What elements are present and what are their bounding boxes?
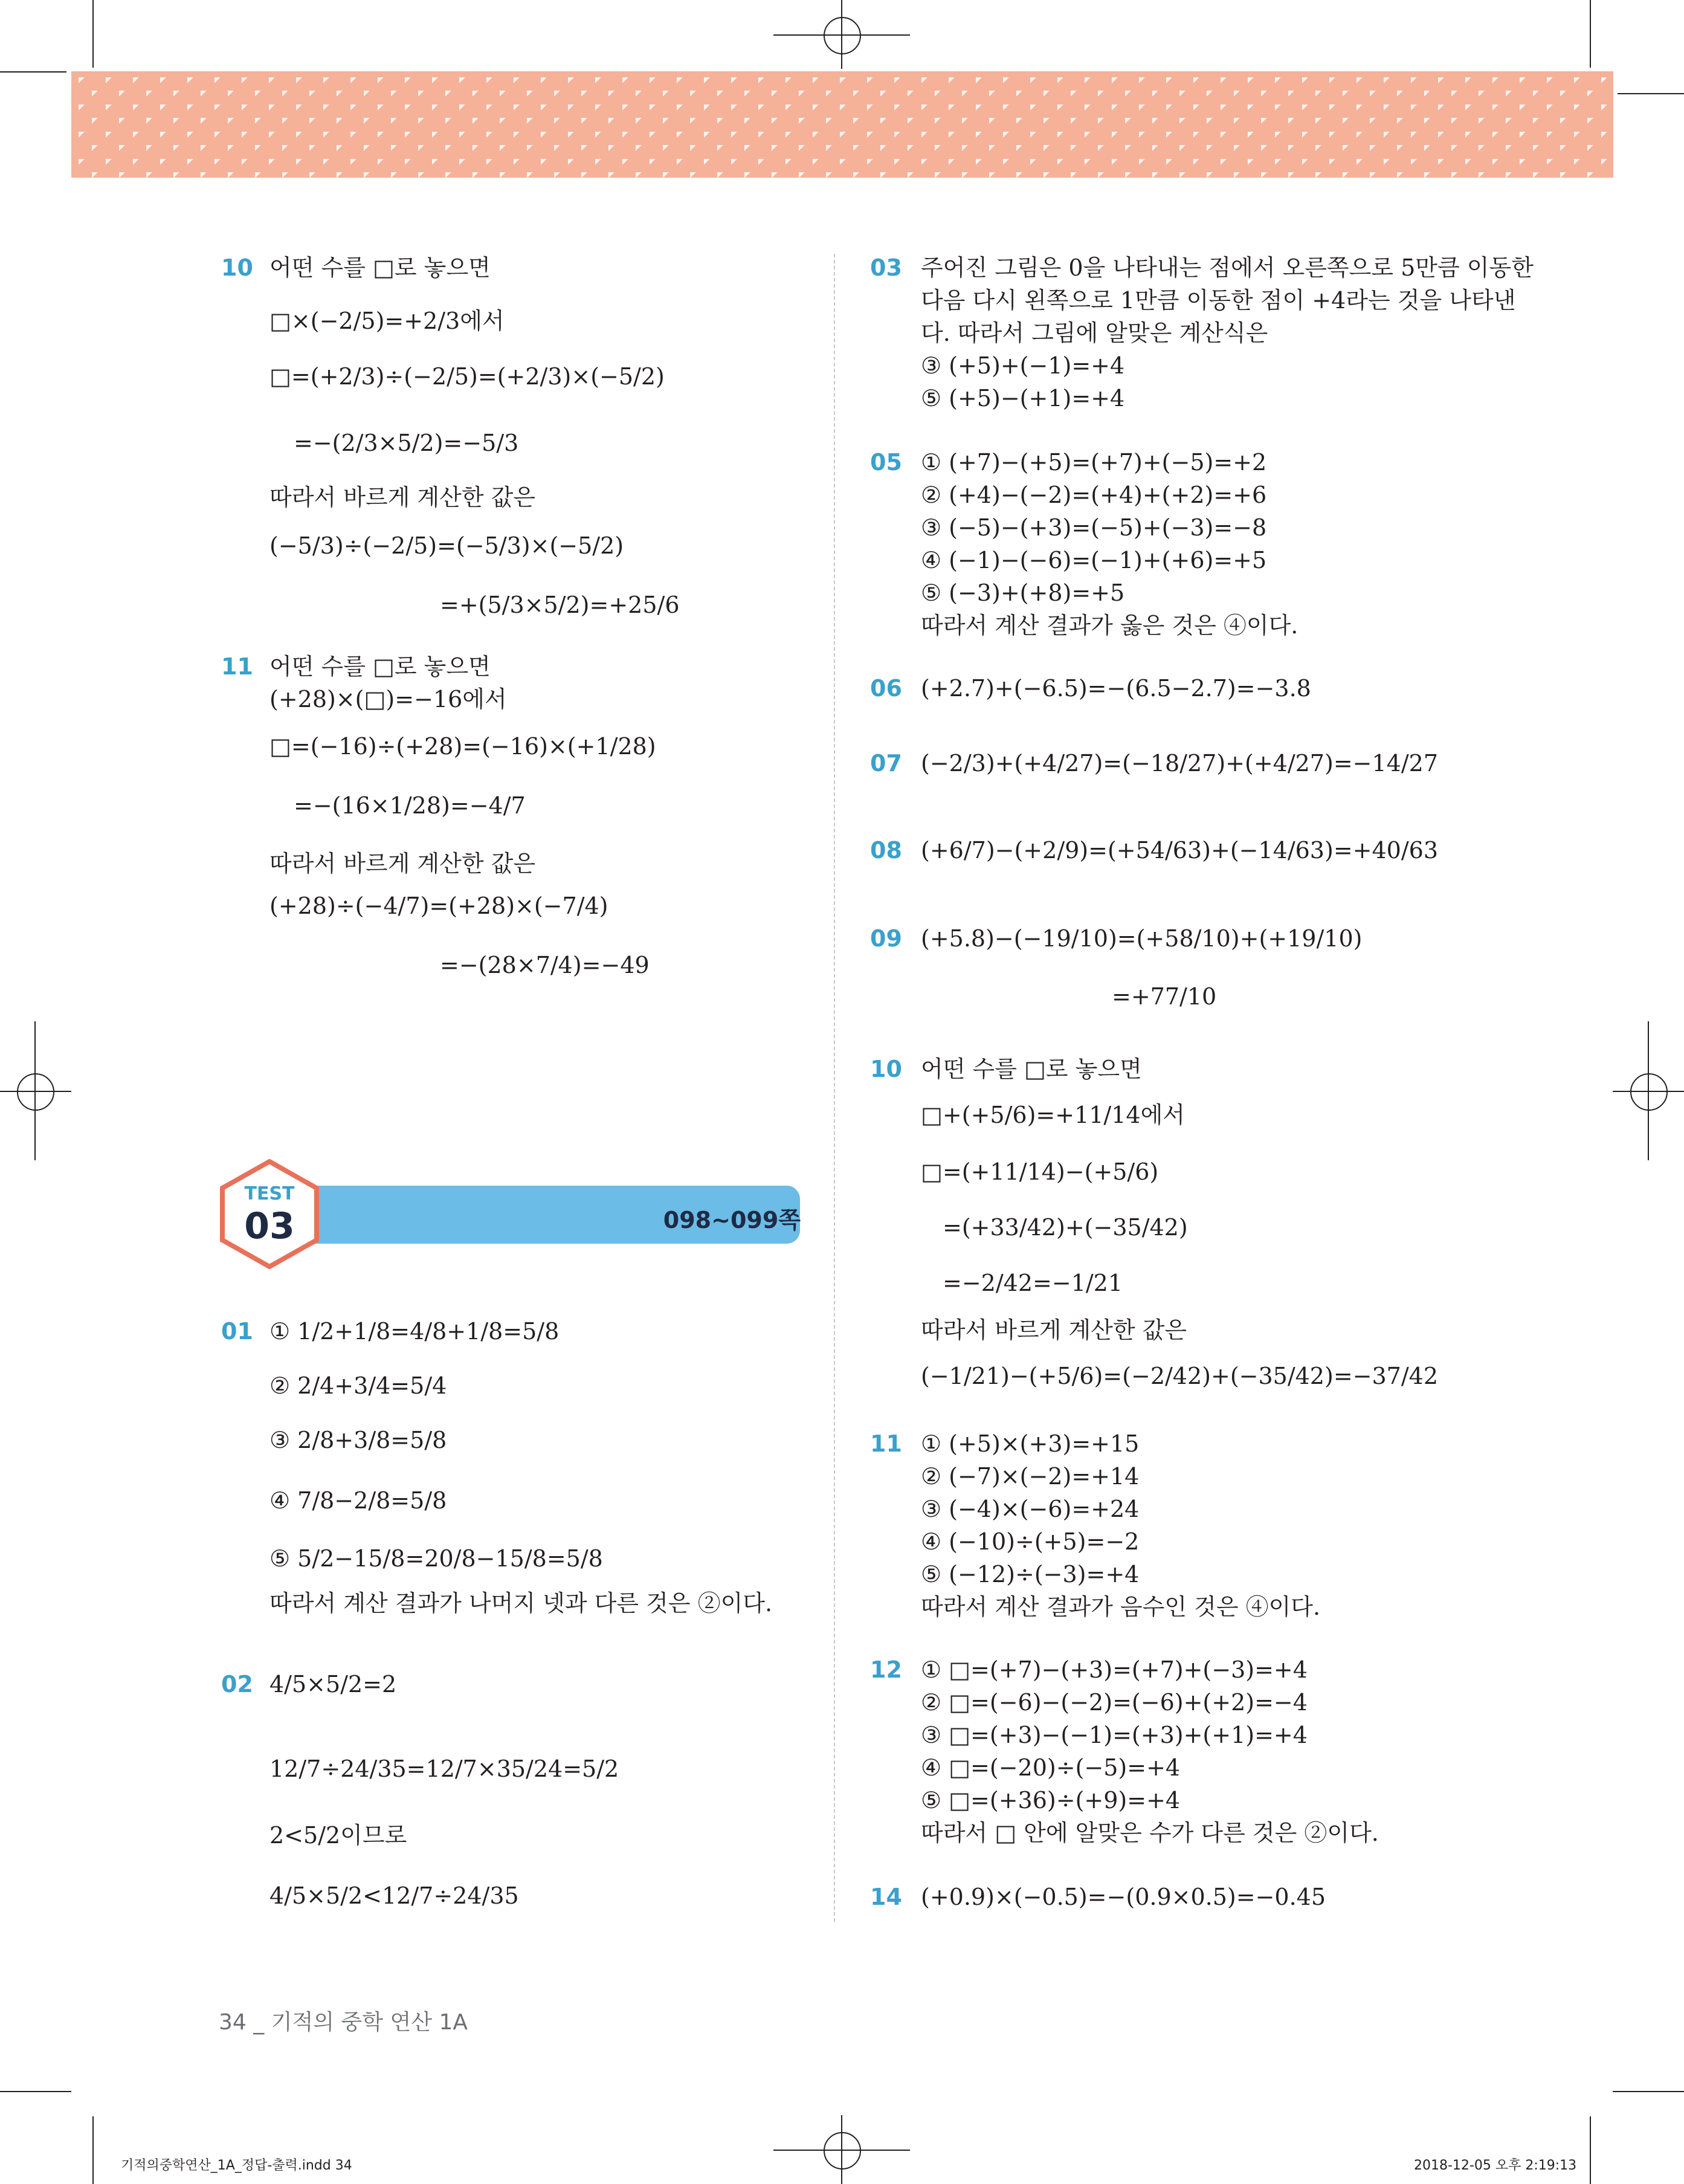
solution-line: 4/5×5/2<12/7÷24/35 <box>269 1882 519 1909</box>
registration-mark-icon <box>17 1073 54 1111</box>
crop-mark <box>1590 0 1591 68</box>
solution-line: 따라서 바르게 계산한 값은 <box>269 484 536 511</box>
question-number: 10 <box>870 1056 902 1082</box>
solution-line: (+2.7)+(−6.5)=−(6.5−2.7)=−3.8 <box>921 675 1311 702</box>
solution-line: □×(−2/5)=+2/3에서 <box>269 308 505 334</box>
solution-line: 따라서 계산 결과가 나머지 넷과 다른 것은 ②이다. <box>269 1590 773 1617</box>
solution-line: ⑤ □=(+36)÷(+9)=+4 <box>921 1787 1181 1814</box>
solution-line: □=(−16)÷(+28)=(−16)×(+1/28) <box>269 733 656 760</box>
solution-line: (+5.8)−(−19/10)=(+58/10)+(+19/10) <box>921 925 1363 952</box>
solution-line: (−5/3)÷(−2/5)=(−5/3)×(−5/2) <box>269 532 624 559</box>
page-footer: 34 _ 기적의 중학 연산 1A <box>219 2010 468 2035</box>
solution-line: □=(+2/3)÷(−2/5)=(+2/3)×(−5/2) <box>269 363 665 390</box>
solution-line: ① □=(+7)−(+3)=(+7)+(−3)=+4 <box>921 1656 1308 1683</box>
test-number: 03 <box>244 1205 295 1247</box>
question-number: 08 <box>870 837 902 864</box>
solution-line: (+28)÷(−4/7)=(+28)×(−7/4) <box>269 893 608 919</box>
solution-line: =−(2/3×5/2)=−5/3 <box>294 430 519 456</box>
question-number: 03 <box>870 254 902 281</box>
solution-line: ④ (−10)÷(+5)=−2 <box>921 1528 1140 1555</box>
solution-line: =−2/42=−1/21 <box>943 1270 1123 1296</box>
question-number: 05 <box>870 449 902 476</box>
solution-line: ③ (−4)×(−6)=+24 <box>921 1496 1140 1522</box>
solution-line: □=(+11/14)−(+5/6) <box>921 1158 1159 1185</box>
solution-line: 다. 따라서 그림에 알맞은 계산식은 <box>921 320 1268 346</box>
solution-line: =−(28×7/4)=−49 <box>440 952 650 978</box>
solution-line: ⑤ (−3)+(+8)=+5 <box>921 580 1125 606</box>
solution-line: 어떤 수를 □로 놓으면 <box>269 653 491 680</box>
solution-line: ② (−7)×(−2)=+14 <box>921 1463 1140 1490</box>
solution-line: 4/5×5/2=2 <box>269 1671 397 1698</box>
solution-line: 따라서 바르게 계산한 값은 <box>921 1317 1187 1343</box>
question-number: 11 <box>221 653 253 680</box>
solution-line: ④ 7/8−2/8=5/8 <box>269 1487 447 1514</box>
solution-line: ③ (+5)+(−1)=+4 <box>921 352 1125 379</box>
column-divider <box>834 254 835 1922</box>
registration-mark-icon <box>824 17 861 54</box>
crop-mark <box>1618 93 1684 94</box>
question-number: 09 <box>870 925 902 952</box>
solution-line: ② 2/4+3/4=5/4 <box>269 1372 447 1399</box>
registration-mark-icon <box>1630 1073 1668 1111</box>
question-number: 02 <box>221 1671 253 1698</box>
solution-line: ③ (−5)−(+3)=(−5)+(−3)=−8 <box>921 514 1267 541</box>
solution-line: 따라서 □ 안에 알맞은 수가 다른 것은 ②이다. <box>921 1820 1379 1846</box>
solution-line: =(+33/42)+(−35/42) <box>943 1214 1188 1241</box>
solution-line: (−2/3)+(+4/27)=(−18/27)+(+4/27)=−14/27 <box>921 750 1439 777</box>
solution-line: ⑤ 5/2−15/8=20/8−15/8=5/8 <box>269 1545 603 1572</box>
test-label: TEST <box>244 1183 295 1204</box>
crop-mark <box>0 2091 71 2092</box>
test-page-range: 098~099쪽 <box>663 1207 801 1233</box>
solution-line: 따라서 계산 결과가 음수인 것은 ④이다. <box>921 1594 1321 1620</box>
solution-line: (+0.9)×(−0.5)=−(0.9×0.5)=−0.45 <box>921 1884 1326 1910</box>
solution-line: 따라서 바르게 계산한 값은 <box>269 850 536 877</box>
question-number: 14 <box>870 1884 902 1910</box>
registration-mark-icon <box>824 2132 861 2169</box>
solution-line: ③ 2/8+3/8=5/8 <box>269 1427 447 1453</box>
question-number: 07 <box>870 750 902 777</box>
solution-line: (+6/7)−(+2/9)=(+54/63)+(−14/63)=+40/63 <box>921 837 1439 864</box>
solution-line: 어떤 수를 □로 놓으면 <box>269 254 491 281</box>
solution-line: (+28)×(□)=−16에서 <box>269 686 507 712</box>
question-number: 12 <box>870 1656 902 1683</box>
question-number: 11 <box>870 1430 902 1457</box>
solution-line: ⑤ (+5)−(+1)=+4 <box>921 385 1125 412</box>
crop-mark <box>92 2116 94 2184</box>
crop-mark <box>1613 2091 1684 2092</box>
solution-line: 어떤 수를 □로 놓으면 <box>921 1056 1142 1082</box>
print-slug-file: 기적의중학연산_1A_정답-출력.indd 34 <box>121 2158 352 2173</box>
solution-line: ① (+7)−(+5)=(+7)+(−5)=+2 <box>921 449 1267 476</box>
solution-line: 주어진 그림은 0을 나타내는 점에서 오른쪽으로 5만큼 이동한 <box>921 254 1534 281</box>
solution-line: 따라서 계산 결과가 옳은 것은 ④이다. <box>921 612 1298 639</box>
solution-line: ④ □=(−20)÷(−5)=+4 <box>921 1754 1181 1781</box>
solution-line: ③ □=(+3)−(−1)=(+3)+(+1)=+4 <box>921 1722 1308 1748</box>
solution-line: =+77/10 <box>1112 983 1217 1010</box>
crop-mark <box>92 0 94 68</box>
solution-line: ② (+4)−(−2)=(+4)+(+2)=+6 <box>921 482 1267 508</box>
solution-line: =−(16×1/28)=−4/7 <box>294 792 526 819</box>
crop-mark <box>1590 2116 1591 2184</box>
solution-line: ② □=(−6)−(−2)=(−6)+(+2)=−4 <box>921 1689 1308 1716</box>
solution-line: ④ (−1)−(−6)=(−1)+(+6)=+5 <box>921 547 1267 573</box>
question-number: 06 <box>870 675 902 702</box>
solution-line: 12/7÷24/35=12/7×35/24=5/2 <box>269 1756 619 1782</box>
solution-line: =+(5/3×5/2)=+25/6 <box>440 592 680 618</box>
solution-line: □+(+5/6)=+11/14에서 <box>921 1102 1185 1128</box>
solution-line: 다음 다시 왼쪽으로 1만큼 이동한 점이 +4라는 것을 나타낸 <box>921 287 1516 314</box>
question-number: 10 <box>221 254 253 281</box>
solution-line: ⑤ (−12)÷(−3)=+4 <box>921 1561 1140 1588</box>
solution-line: (−1/21)−(+5/6)=(−2/42)+(−35/42)=−37/42 <box>921 1363 1439 1389</box>
question-number: 01 <box>221 1318 253 1345</box>
solution-line: 2<5/2이므로 <box>269 1822 407 1849</box>
solution-line: ① 1/2+1/8=4/8+1/8=5/8 <box>269 1318 560 1345</box>
print-slug-date: 2018-12-05 오후 2:19:13 <box>1414 2158 1577 2173</box>
crop-mark <box>0 71 66 73</box>
header-band <box>71 71 1613 178</box>
solution-line: ① (+5)×(+3)=+15 <box>921 1430 1140 1457</box>
